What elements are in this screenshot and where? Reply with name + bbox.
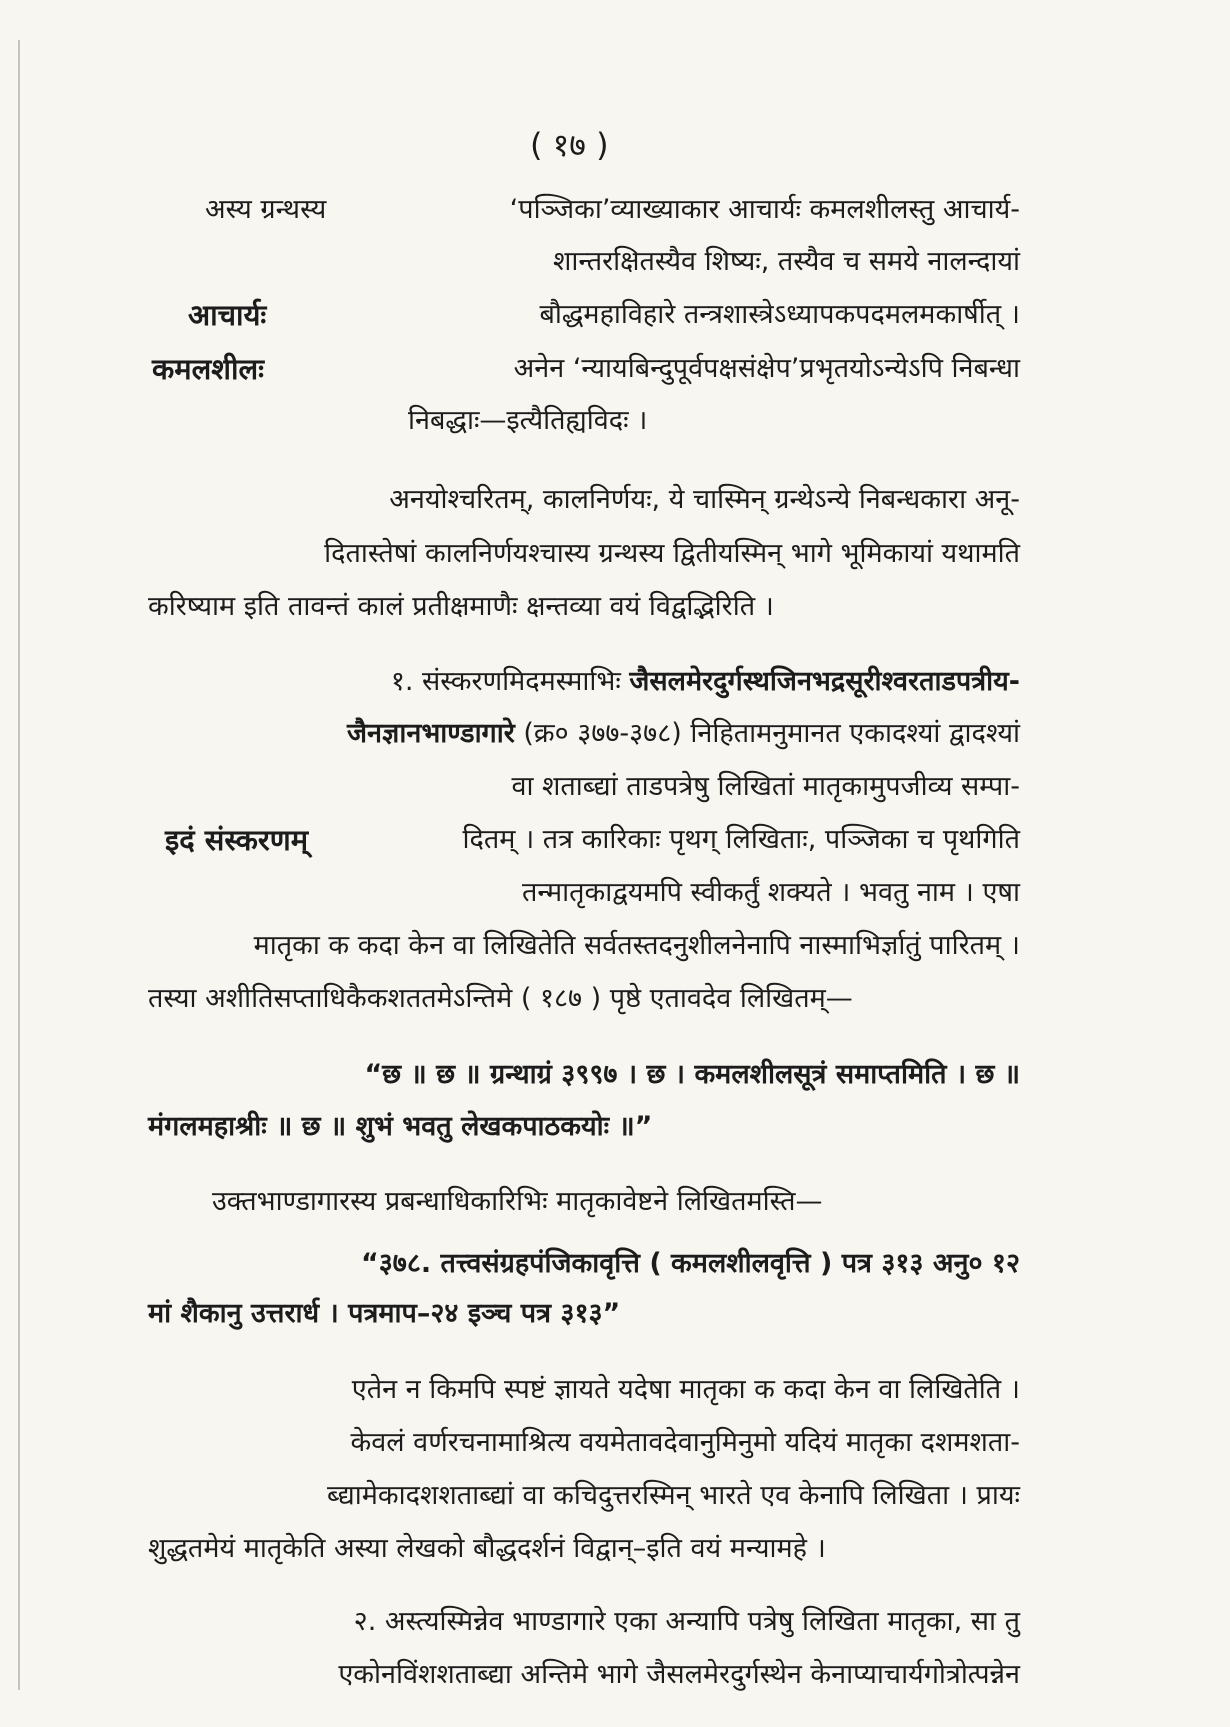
text-line: शान्तरक्षितस्यैव शिष्यः, तस्यैव च समये नालन्दायां: [553, 246, 1020, 277]
paragraph-line: दितास्तेषां कालनिर्णयश्चास्य ग्रन्थस्य द्वितीयस्मिन् भागे भूमिकायां यथामति: [324, 538, 1020, 569]
text-line: ‘पञ्जिका’व्याख्याकार आचार्यः कमलशीलस्तु आचार्य-: [509, 194, 1020, 225]
paragraph-line: ब्द्यामेकादशशताब्द्यां वा कचिदुत्तरस्मिन् भारते एव केनापि लिखिता । प्रायः: [326, 1480, 1020, 1511]
edition-library-name: जैनज्ञानभाण्डागारे: [347, 718, 515, 749]
text-line: वा शताब्द्यां ताडपत्रेषु लिखितां मातृकामुपजीव्य सम्पा-: [511, 771, 1020, 802]
margin-note-acharya: आचार्यः: [188, 298, 267, 332]
paragraph-line: [212, 665, 1020, 699]
edition-source-name: जैसलमेरदुर्गस्थजिनभद्रसूरीश्वरताडपत्रीय-: [629, 666, 1020, 697]
paragraph-line: उक्तभाण्डागारस्य प्रबन्धाधिकारिभिः मातृकावेष्टने लिखितमस्ति—: [212, 1186, 823, 1217]
page-number: ( १७ ): [530, 126, 609, 164]
text-line: तन्मातृकाद्वयमपि स्वीकर्तुं शक्यते । भवतु नाम । एषा: [522, 877, 1020, 908]
text-line: बौद्धमहाविहारे तन्त्रशास्त्रेऽध्यापकपदमलमकार्षीत् ।: [539, 299, 1020, 330]
quote-line: मां शैकानु उत्तरार्ध । पत्रमाप–२४ इञ्च पत्र ३१३”: [148, 1298, 621, 1329]
paragraph-line: २. अस्त्यस्मिन्नेव भाण्डागारे एका अन्यापि पत्रेषु लिखिता मातृका, सा तु: [353, 1606, 1020, 1637]
paragraph-line: तस्या अशीतिसप्ताधिकैकशततमेऽन्तिमे ( १८७ ) पृष्ठे एतावदेव लिखितम्—: [148, 983, 853, 1014]
margin-note-kamalashila: कमलशीलः: [152, 352, 265, 386]
text-line: अनेन ‘न्यायबिन्दुपूर्वपक्षसंक्षेप’प्रभृतयोऽन्येऽपि निबन्धा: [513, 353, 1020, 384]
edition-catalog-text: (क्र० ३७७-३७८) निहितामनुमानत एकादश्यां द्वादश्यां: [523, 718, 1020, 749]
quote-line: “छ ॥ छ ॥ ग्रन्थाग्रं ३९९७ । छ । कमलशीलसूत्रं समाप्तमिति । छ ॥: [364, 1059, 1020, 1090]
paragraph-line: एकोनविंशशताब्द्या अन्तिमे भागे जैसलमेरदुर्गस्थेन केनाप्याचार्यगोत्रोत्पन्नेन: [338, 1659, 1020, 1690]
paragraph-line: शुद्धतमेयं मातृकेति अस्या लेखको बौद्धदर्शनं विद्वान्–इति वयं मन्यामहे ।: [148, 1533, 826, 1564]
text-line: दितम् । तत्र कारिकाः पृथग् लिखिताः, पञ्जिका च पृथगिति: [462, 824, 1020, 855]
edition-intro: १. संस्करणमिदमस्माभिः: [390, 666, 621, 697]
paragraph-line: एतेन न किमपि स्पष्टं ज्ञायते यदेषा मातृका क कदा केन वा लिखितेति ।: [351, 1374, 1020, 1405]
paragraph-line: अनयोश्चरितम्, कालनिर्णयः, ये चास्मिन् ग्रन्थेऽन्ये निबन्धकारा अनू-: [389, 484, 1020, 515]
paragraph-line: मातृका क कदा केन वा लिखितेति सर्वतस्तदनुशीलनेनापि नास्माभिर्ज्ञातुं पारितम् ।: [253, 930, 1020, 961]
paragraph-line: केवलं वर्णरचनामाश्रित्य वयमेतावदेवानुमिनुमो यदियं मातृका दशमशता-: [350, 1427, 1020, 1458]
quote-line: “३७८. तत्त्वसंग्रहपंजिकावृत्ति ( कमलशीलवृत्ति ) पत्र ३१३ अनु० १२: [361, 1248, 1020, 1279]
paragraph-line: करिष्याम इति तावन्तं कालं प्रतीक्षमाणैः क्षन्तव्या वयं विद्वद्भिरिति ।: [148, 591, 774, 622]
text-line: निबद्धाः—इत्यैतिह्यविदः ।: [408, 405, 648, 436]
quote-line: मंगलमहाश्रीः ॥ छ ॥ शुभं भवतु लेखकपाठकयोः ॥”: [148, 1111, 653, 1142]
section-lead: अस्य ग्रन्थस्य: [205, 194, 327, 225]
paragraph-line: [148, 717, 1020, 751]
margin-note-edition: इदं संस्करणम्: [165, 823, 309, 857]
page-edge-shadow: [18, 40, 20, 1690]
